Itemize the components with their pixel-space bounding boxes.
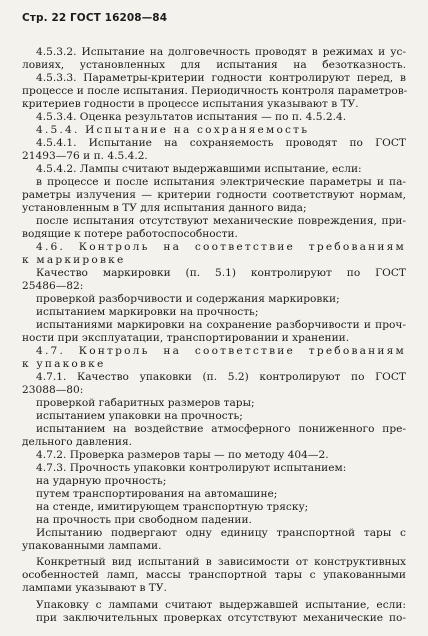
text-line: на прочность при свободном падении. bbox=[36, 514, 252, 526]
text-line: водящие к потере работоспособности. bbox=[22, 228, 238, 240]
text-line: 21493—76 и п. 4.5.4.2. bbox=[22, 150, 148, 162]
text-line: 4.5.3.3. Параметры-критерии годности контролируют перед, в bbox=[36, 72, 406, 84]
text-line: лампами указывают в ТУ. bbox=[22, 582, 167, 594]
text-line: испытаниями маркировки на сохранение разборчивости и проч- bbox=[36, 319, 406, 331]
text-line: особенностей ламп, массы транспортной тары с упакованными bbox=[22, 569, 406, 581]
text-line: 4.7.2. Проверка размеров тары — по методу 404—2. bbox=[36, 449, 329, 461]
text-line: Испытанию подвергают одну единицу транспортной тары с bbox=[36, 527, 406, 539]
text-line: установленным в ТУ для испытания данного вида; bbox=[22, 202, 307, 214]
text-line: Упаковку с лампами считают выдержавшей испытание, если: bbox=[36, 599, 406, 611]
section-heading: к упаковке bbox=[22, 358, 106, 370]
section-heading: 4.7. Контроль на соответствие требованиям bbox=[36, 345, 406, 357]
text-line: критериев годности в процессе испытания указывают в ТУ. bbox=[22, 98, 359, 110]
text-line: 4.5.3.4. Оценка результатов испытания — по п. 4.5.2.4. bbox=[36, 111, 347, 123]
text-line: после испытания отсутствуют механические повреждения, при- bbox=[36, 215, 406, 227]
text-line: 23088—80: bbox=[22, 384, 84, 396]
section-heading: 4.6. Контроль на соответствие требованиям bbox=[36, 241, 406, 253]
text-line: ловиях, установленных для испытания на безотказность. bbox=[22, 59, 406, 71]
text-line: процессе и после испытания. Периодичность контроля параметров- bbox=[22, 85, 408, 97]
section-heading: 4.5.4. Испытание на сохраняемость bbox=[36, 124, 310, 136]
text-line: испытанием упаковки на прочность; bbox=[36, 410, 243, 422]
text-line: 4.5.4.1. Испытание на сохраняемость проводят по ГОСТ bbox=[36, 137, 406, 149]
text-line: проверкой разборчивости и содержания маркировки; bbox=[36, 293, 340, 305]
text-line: испытанием на воздействие атмосферного пониженного пре- bbox=[36, 423, 406, 435]
text-line: путем транспортирования на автомашине; bbox=[36, 488, 278, 500]
text-line: в процессе и после испытания электрические параметры и па- bbox=[36, 176, 406, 188]
text-line: испытанием маркировки на прочность; bbox=[36, 306, 259, 318]
text-line: 4.5.4.2. Лампы считают выдержавшими испытание, если: bbox=[36, 163, 362, 175]
text-line: на стенде, имитирующем транспортную тряску; bbox=[36, 501, 309, 513]
text-line: дельного давления. bbox=[22, 436, 132, 448]
text-line: проверкой габаритных размеров тары; bbox=[36, 397, 255, 409]
text-line: на ударную прочность; bbox=[36, 475, 167, 487]
text-line: 4.7.3. Прочность упаковки контролируют испытанием: bbox=[36, 462, 347, 474]
page-header: Стр. 22 ГОСТ 16208—84 bbox=[22, 12, 168, 24]
text-line: 4.5.3.2. Испытание на долговечность проводят в режимах и ус- bbox=[36, 46, 406, 58]
text-line: Конкретный вид испытаний в зависимости от конструктивных bbox=[36, 556, 406, 568]
text-line: при заключительных проверках отсутствуют механические по- bbox=[36, 612, 406, 624]
text-line: 4.7.1. Качество упаковки (п. 5.2) контролируют по ГОСТ bbox=[36, 371, 406, 383]
section-heading: к маркировке bbox=[22, 254, 126, 266]
text-line: раметры излучения — критерии годности соответствуют нормам, bbox=[22, 189, 406, 201]
text-line: Качество маркировки (п. 5.1) контролируют по ГОСТ bbox=[36, 267, 406, 279]
text-line: упакованными лампами. bbox=[22, 540, 162, 552]
text-line: 25486—82: bbox=[22, 280, 84, 292]
text-line: ности при эксплуатации, транспортировании и хранении. bbox=[22, 332, 350, 344]
